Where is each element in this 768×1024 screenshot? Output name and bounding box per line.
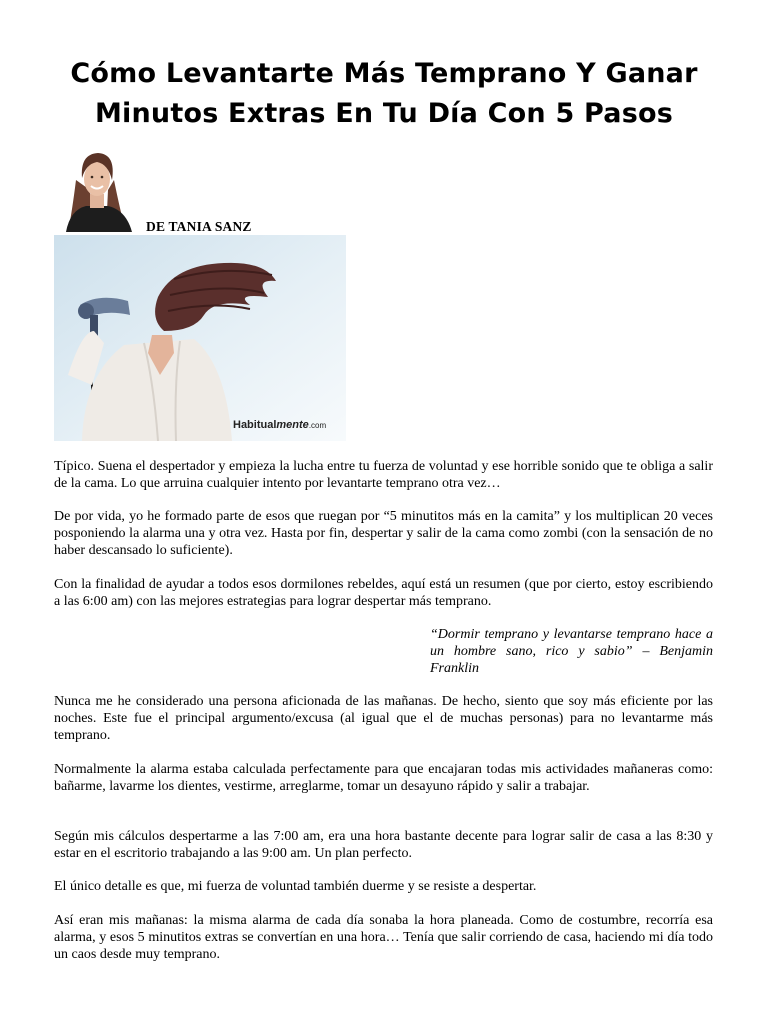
paragraph: Con la finalidad de ayudar a todos esos dormilones rebeldes, aquí está un resumen (que por cierto, estoy escribiendo a las 6:00 am) con las mejores estrategias para lograr despertar más temprano. — [54, 577, 713, 609]
paragraph: Así eran mis mañanas: la misma alarma de cada día sonaba la hora planeada. Como de costumbre, recorría esa alarma, y esos 5 minutitos extras se convertían en una hora… Tenía que salir corriendo de casa, haciendo mi día todo un caos desde muy temprano. — [54, 913, 713, 962]
paragraph: De por vida, yo he formado parte de esos que ruegan por “5 minutitos más en la camita” y los multiplican 20 veces posponiendo la alarma una y otra vez. Hasta por fin, despertar y salir de la cama como zombi (con la sensación de no haber descansado lo suficiente). — [54, 509, 713, 558]
author-photo — [62, 150, 140, 232]
article-title — [40, 54, 728, 134]
title-line-1: Cómo Levantarte Más Temprano Y Ganar — [70, 58, 698, 89]
author-byline: DE TANIA SANZ — [146, 219, 252, 234]
pull-quote: “Dormir temprano y levantarse temprano hace a un hombre sano, rico y sabio” – Benjamin Franklin — [430, 627, 713, 676]
watermark-suffix: .com — [308, 421, 327, 430]
paragraph: Normalmente la alarma estaba calculada perfectamente para que encajaran todas mis actividades mañaneras como: bañarme, lavarme los dientes, vestirme, arreglarme, tomar un desayuno rápido y salir a trabajar. — [54, 762, 713, 794]
hero-image-hairdryer — [54, 235, 346, 441]
watermark-prefix: Habitual — [233, 419, 277, 431]
hero-watermark — [233, 419, 326, 431]
paragraph: Típico. Suena el despertador y empieza la lucha entre tu fuerza de voluntad y ese horrible sonido que te obliga a salir de la cama. Lo que arruina cualquier intento por levantarte temprano otra vez… — [54, 459, 713, 491]
watermark-emphasis: mente — [276, 419, 309, 431]
paragraph: Según mis cálculos despertarme a las 7:00 am, era una hora bastante decente para lograr salir de casa a las 8:30 y estar en el escritorio trabajando a las 9:00 am. Un plan perfecto. — [54, 829, 713, 861]
paragraph: El único detalle es que, mi fuerza de voluntad también duerme y se resiste a despertar. — [54, 879, 537, 894]
paragraph: Nunca me he considerado una persona aficionada de las mañanas. De hecho, siento que soy más eficiente por las noches. Este fue el principal argumento/excusa (al igual que el de muchas personas) para no levantarme más temprano. — [54, 694, 713, 743]
title-line-2: Minutos Extras En Tu Día Con 5 Pasos — [94, 98, 674, 129]
